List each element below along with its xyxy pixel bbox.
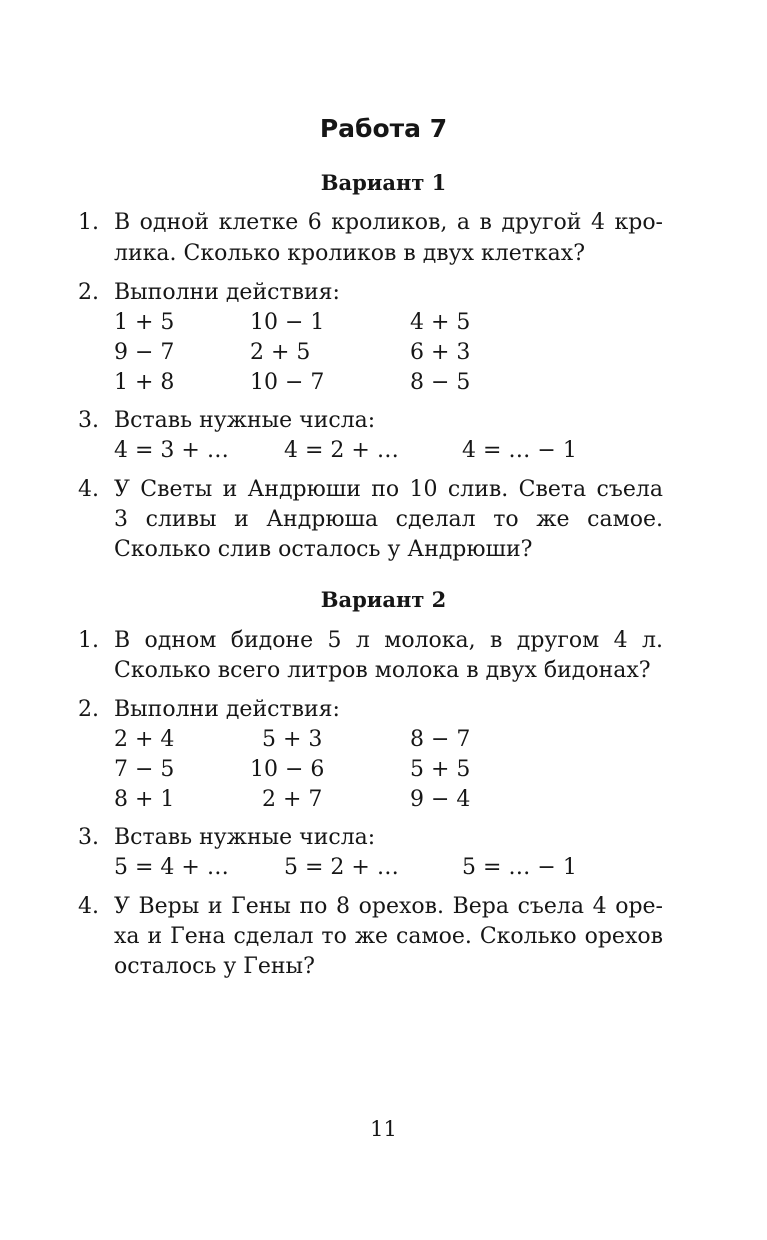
v1-task4-number: 4. <box>78 477 99 502</box>
v1-task4-line1: У Светы и Андрюши по 10 слив. Света съела <box>114 477 663 502</box>
v1-task4-line2: 3 сливы и Андрюша сделал то же самое. <box>114 507 663 532</box>
variant-2-heading: Вариант 2 <box>320 587 447 612</box>
page-number: 11 <box>370 1117 397 1141</box>
v1-task1-line1: В одной клетке 6 кроликов, а в другой 4 кро- <box>114 210 663 235</box>
v1-expression: 10 − 1 <box>250 310 325 335</box>
v2-task4-line1: У Веры и Гены по 8 орехов. Вера съела 4 оре- <box>114 894 663 919</box>
v1-task3-prompt: Вставь нужные числа: <box>114 408 376 433</box>
v2-expression: 8 + 1 <box>114 787 175 812</box>
v2-task4-line3: осталось у Гены? <box>114 954 315 979</box>
v2-task4-line2: ха и Гена сделал то же самое. Сколько орехов <box>114 924 663 949</box>
v2-expression: 2 + 7 <box>262 787 323 812</box>
v2-expression: 5 + 5 <box>410 757 471 782</box>
v2-task2-prompt: Выполни действия: <box>114 697 340 722</box>
v2-expression: 7 − 5 <box>114 757 175 782</box>
v1-fill-in-item: 4 = 2 + … <box>284 438 399 463</box>
v2-fill-in-item: 5 = 2 + … <box>284 855 399 880</box>
v1-task1-number: 1. <box>78 210 99 235</box>
v2-task1-line1: В одном бидоне 5 л молока, в другом 4 л. <box>114 628 663 653</box>
v2-expression: 2 + 4 <box>114 727 175 752</box>
v1-fill-in-item: 4 = 3 + … <box>114 438 229 463</box>
v1-expression: 8 − 5 <box>410 370 471 395</box>
v2-task1-line2: Сколько всего литров молока в двух бидонах? <box>114 658 651 683</box>
v1-expression: 4 + 5 <box>410 310 471 335</box>
v1-task3-number: 3. <box>78 408 99 433</box>
v2-task3-prompt: Вставь нужные числа: <box>114 825 376 850</box>
v2-fill-in-item: 5 = … − 1 <box>462 855 577 880</box>
v1-task1-line2: лика. Сколько кроликов в двух клетках? <box>114 241 585 266</box>
v1-task2-number: 2. <box>78 280 99 305</box>
v1-expression: 10 − 7 <box>250 370 325 395</box>
page-title: Работа 7 <box>319 114 448 143</box>
v1-expression: 1 + 8 <box>114 370 175 395</box>
v1-expression: 6 + 3 <box>410 340 471 365</box>
v2-expression: 5 + 3 <box>262 727 323 752</box>
variant-1-heading: Вариант 1 <box>320 170 447 195</box>
v2-fill-in-item: 5 = 4 + … <box>114 855 229 880</box>
v2-task1-number: 1. <box>78 628 99 653</box>
v2-task2-number: 2. <box>78 697 99 722</box>
v2-expression: 10 − 6 <box>250 757 325 782</box>
v2-expression: 8 − 7 <box>410 727 471 752</box>
v2-task3-number: 3. <box>78 825 99 850</box>
v1-task2-prompt: Выполни действия: <box>114 280 340 305</box>
v2-task4-number: 4. <box>78 894 99 919</box>
v1-task4-line3: Сколько слив осталось у Андрюши? <box>114 537 533 562</box>
v1-fill-in-item: 4 = … − 1 <box>462 438 577 463</box>
v1-expression: 2 + 5 <box>250 340 311 365</box>
v1-expression: 9 − 7 <box>114 340 175 365</box>
v2-expression: 9 − 4 <box>410 787 471 812</box>
v1-expression: 1 + 5 <box>114 310 175 335</box>
